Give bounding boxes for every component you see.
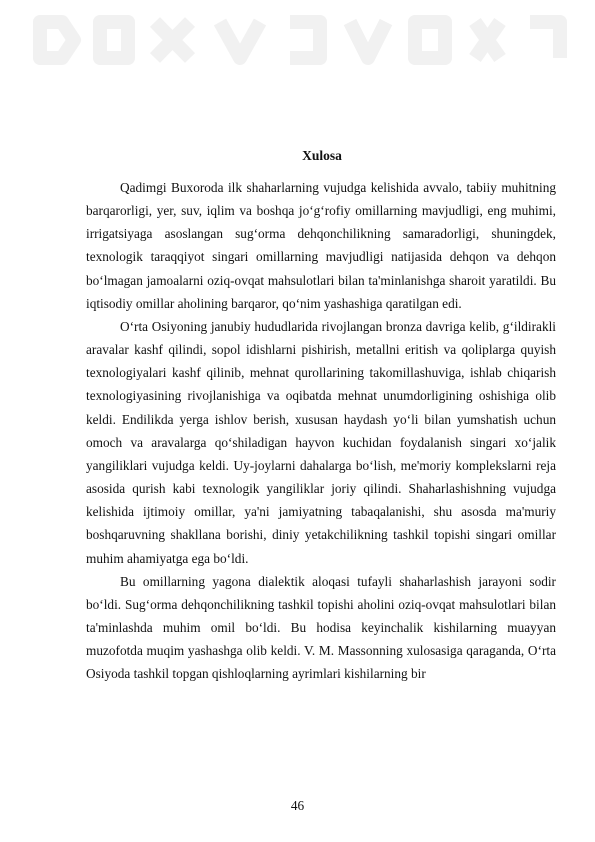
document-page (86, 146, 556, 685)
watermark-logo (0, 0, 595, 100)
paragraph-2: O‘rta Osiyoning janubiy hududlarida rivojlangan bronza davriga kelib, g‘ildirakli aravalar kashf qilindi, sopol idishlarni pishirish, metallni eritish va qoliplarga quyish texnologiyalari kashf qilinib, mehnat qurollarining takomillashuviga, ishlab chiqarish texnologiyasining rivojlanishiga va oqibatda mehnat unumdorligining oshishiga olib keldi. Endilikda yerga ishlov berish, xususan haydash yo‘li bilan yumshatish uchun omoch va aravalarga qo‘shiladigan hayvon kuchidan foydalanish singari xo‘jalik yangiliklari vujudga keldi. Uy-joylarni dahalarga bo‘lish, me'moriy komplekslarni reja asosida qurish kabi texnologik yangiliklar joriy qilindi. Shaharlashishning vujudga kelishida ijtimoiy omillar, ya'ni jamiyatning tabaqalanishi, shu asosda ma'muriy boshqaruvning shakllana borishi, diniy yetakchilikning tashkil topishi singari omillar muhim ahamiyatga ega bo‘ldi. (86, 318, 556, 566)
paragraph-3: Bu omillarning yagona dialektik aloqasi tufayli shaharlashish jarayoni sodir bo‘ldi. Sug‘orma dehqonchilikning tashkil topishi aholini oziq-ovqat mahsulotlari bilan ta'minlashda muhim omil bo‘ldi. Bu hodisa keyinchalik kishilarning muayyan muzofotda muqim yashashga olib keldi. V. M. Massonning xulosasiga qaraganda, O‘rta Osiyoda tashkil topgan qishloqlarning ayrimlari kishilarning bir (86, 573, 556, 682)
paragraph-1: Qadimgi Buxoroda ilk shaharlarning vujudga kelishida avvalo, tabiiy muhitning barqarorligi, yer, suv, iqlim va boshqa jo‘g‘rofiy omillarning mavjudligi, eng muhimi, irrigatsiyaga asoslangan sug‘orma dehqonchilikning samaradorligi, shuningdek, texnologik taraqqiyot singari omillarning mavjudligi natijasida dehqon va dehqon bo‘lmagan jamoalarni oziq-ovqat mahsulotlari bilan ta'minlanishga sharoit yaratildi. Bu iqtisodiy omillar aholining barqaror, qo‘nim yashashiga qaratilgan edi. (86, 180, 556, 311)
document-title: Xulosa (302, 148, 342, 163)
page-number: 46 (290, 798, 305, 813)
